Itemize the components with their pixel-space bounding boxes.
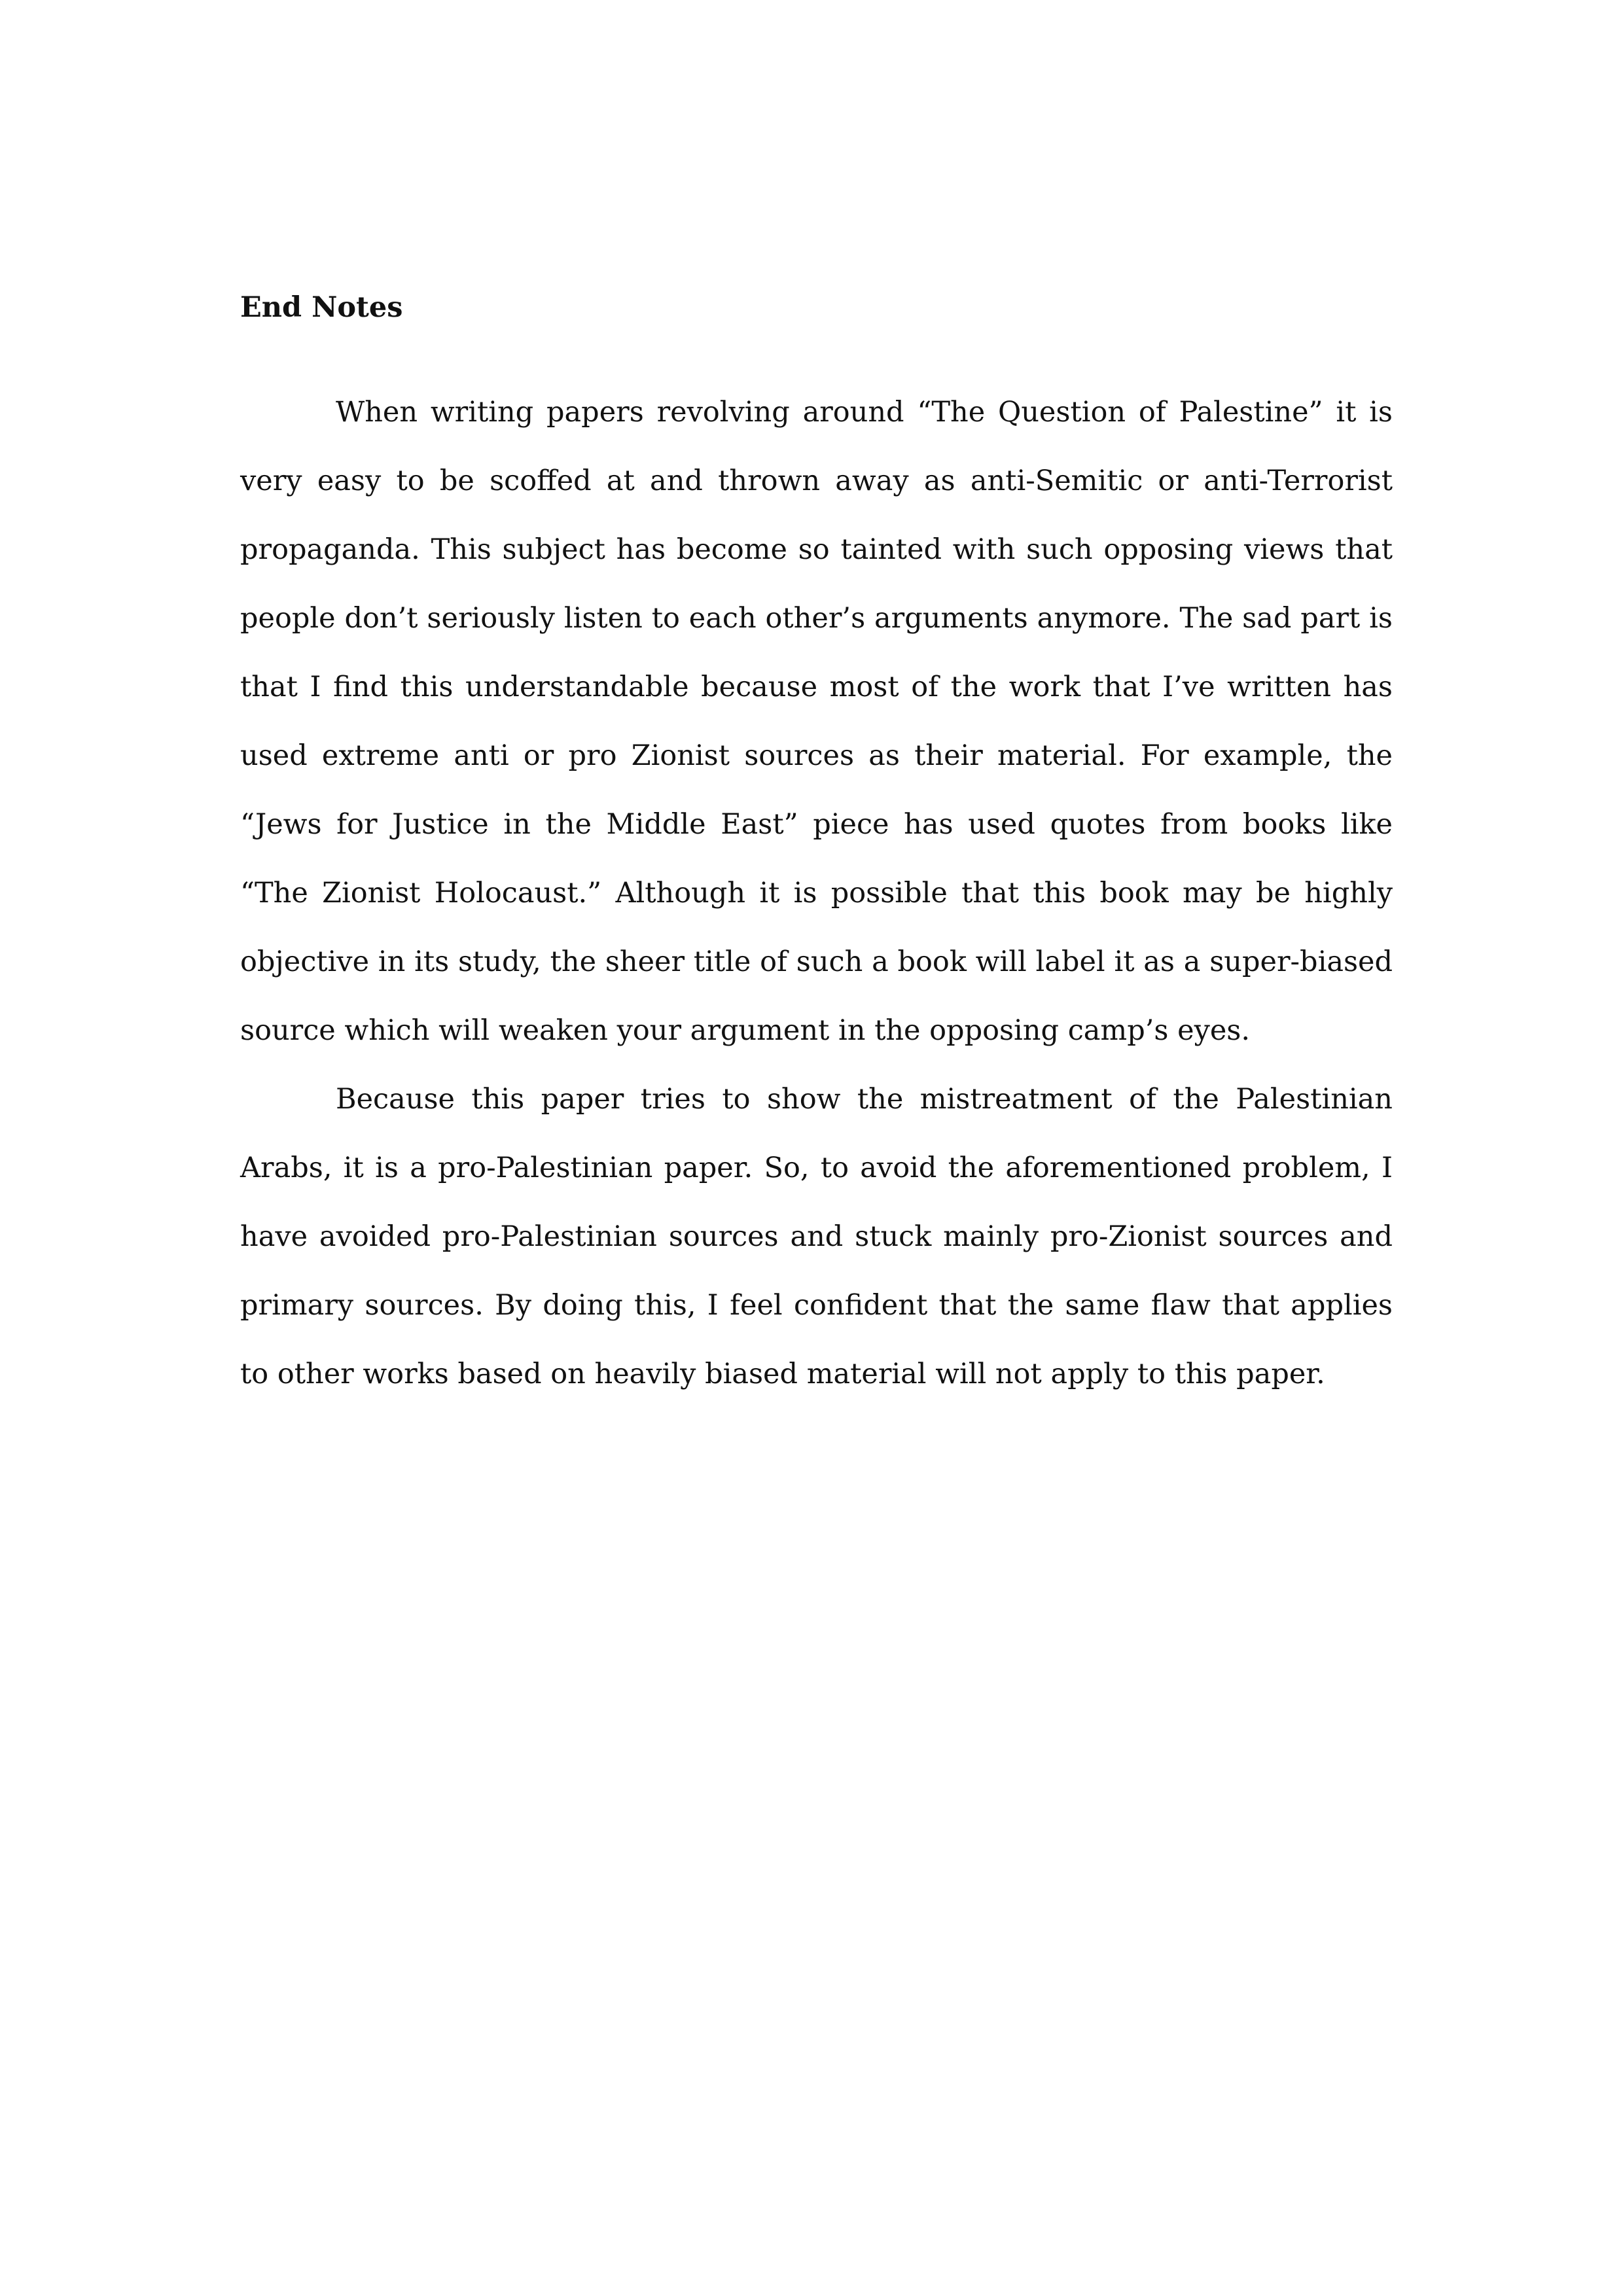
paragraph-2: Because this paper tries to show the mistreatment of the Palestinian Arabs, it is a pro-Palestinian paper. So, to avoid the aforementioned problem, I have avoided pro-Palestinian sources and stuck mainly pro-Zionist sources and primary sources. By doing this, I feel confident that the same flaw that applies to other works based on heavily biased material will not apply to this paper. [240, 1083, 1393, 1390]
document-page [240, 281, 1393, 1409]
section-heading: End Notes [240, 291, 403, 324]
paragraph-1: When writing papers revolving around “The Question of Palestine” it is very easy to be scoffed at and thrown away as anti-Semitic or anti-Terrorist propaganda. This subject has become so tainted with such opposing views that people don’t seriously listen to each other’s arguments anymore. The sad part is that I find this understandable because most of the work that I’ve written has used extreme anti or pro Zionist sources as their material. For example, the “Jews for Justice in the Middle East” piece has used quotes from books like “The Zionist Holocaust.” Although it is possible that this book may be highly objective in its study, the sheer title of such a book will label it as a super-biased source which will weaken your argument in the opposing camp’s eyes. [240, 396, 1393, 1047]
